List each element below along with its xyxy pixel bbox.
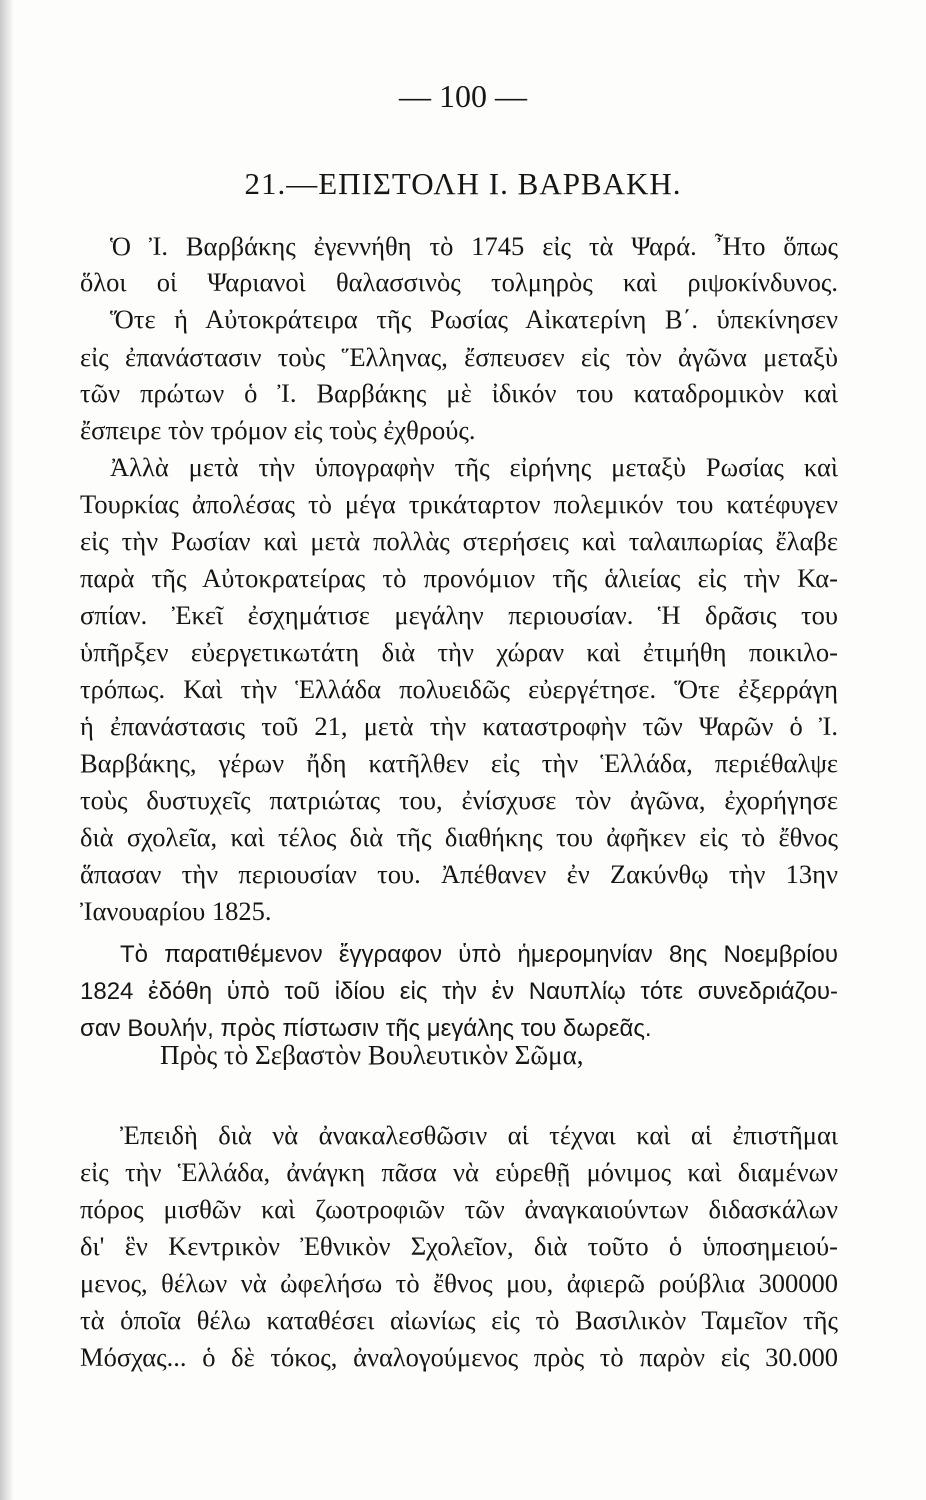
intro-line: παρὰ τῆς Αὐτοκρατείρας τὸ προνόμιον τῆς ἁλιείας εἰς τὴν Κα- bbox=[80, 563, 838, 593]
intro-line: ἡ ἐπανάστασις τοῦ 21, μετὰ τὴν καταστροφὴν τῶν Ψαρῶν ὁ Ἰ. bbox=[80, 711, 838, 741]
letter-line: δι' ἓν Κεντρικὸν Ἐθνικὸν Σχολεῖον, διὰ τοῦτο ὁ ὑποσημειού- bbox=[80, 1231, 838, 1261]
letter-line: εἰς τὴν Ἑλλάδα, ἀνάγκη πᾶσα νὰ εὑρεθῇ μόνιμος καὶ διαμένων bbox=[80, 1157, 838, 1187]
intro-line: Τουρκίας ἀπολέσας τὸ μέγα τρικάταρτον πολεμικόν του κατέφυγεν bbox=[80, 489, 838, 519]
intro-line: ὑπῆρξεν εὐεργετικωτάτη διὰ τὴν χώραν καὶ ἐτιμήθη ποικιλο- bbox=[80, 637, 838, 667]
intro-line: Ἀλλὰ μετὰ τὴν ὑπογραφὴν τῆς εἰρήνης μεταξὺ Ρωσίας καὶ bbox=[110, 452, 838, 482]
letter-line: μενος, θέλων νὰ ὠφελήσω τὸ ἔθνος μου, ἀφιερῶ ρούβλια 300000 bbox=[80, 1268, 838, 1298]
letter-line: Μόσχας... ὁ δὲ τόκος, ἀναλογούμενος πρὸς τὸ παρὸν εἰς 30.000 bbox=[80, 1342, 838, 1372]
note-line: σαν Βουλήν, πρὸς πίστωσιν τῆς μεγάλης του δωρεᾶς. bbox=[80, 1015, 652, 1042]
intro-line: εἰς τὴν Ρωσίαν καὶ μετὰ πολλὰς στερήσεις καὶ ταλαιπωρίας ἔλαβε bbox=[80, 526, 838, 556]
intro-line: εἰς ἐπανάστασιν τοὺς Ἕλληνας, ἔσπευσεν εἰς τὸν ἀγῶνα μεταξὺ bbox=[80, 342, 838, 372]
intro-line: ὅλοι οἱ Ψαριανοὶ θαλασσινὸς τολμηρὸς καὶ ριψοκίνδυνος. bbox=[80, 267, 838, 297]
intro-line: διὰ σχολεῖα, καὶ τέλος διὰ τῆς διαθήκης του ἀφῆκεν εἰς τὸ ἔθνος bbox=[80, 822, 838, 852]
letter-line: Ἐπειδὴ διὰ νὰ ἀνακαλεσθῶσιν αἱ τέχναι καὶ αἱ ἐπιστῆμαι bbox=[120, 1120, 838, 1150]
intro-line: τοὺς δυστυχεῖς πατριώτας του, ἐνίσχυσε τὸν ἀγῶνα, ἐχορήγησε bbox=[80, 785, 838, 815]
note-line: Τὸ παρατιθέμενον ἔγγραφον ὑπὸ ἡμερομηνίαν 8ης Νοεμβρίου bbox=[120, 941, 838, 968]
letter-line: τὰ ὁποῖα θέλω καταθέσει αἰωνίως εἰς τὸ Βασιλικὸν Ταμεῖον τῆς bbox=[80, 1305, 838, 1335]
page-number: — 100 — bbox=[399, 78, 527, 114]
page-edge-shadow bbox=[0, 0, 14, 1500]
letter-title: 21.—ΕΠΙΣΤΟΛΗ Ι. ΒΑΡΒΑΚΗ. bbox=[244, 166, 682, 201]
letter-line: πόρος μισθῶν καὶ ζωοτροφιῶν τῶν ἀναγκαιούντων διδασκάλων bbox=[80, 1194, 838, 1224]
intro-line: τρόπως. Καὶ τὴν Ἑλλάδα πολυειδῶς εὐεργέτησε. Ὅτε ἐξερράγη bbox=[80, 674, 838, 704]
letter-salutation: Πρὸς τὸ Σεβαστὸν Βουλευτικὸν Σῶμα, bbox=[160, 1040, 584, 1070]
intro-line: Ὁ Ἰ. Βαρβάκης ἐγεννήθη τὸ 1745 εἰς τὰ Ψαρά. Ἦτο ὅπως bbox=[110, 231, 838, 261]
intro-line: ἅπασαν τὴν περιουσίαν του. Ἀπέθανεν ἐν Ζακύνθῳ τὴν 13ην bbox=[80, 859, 838, 889]
intro-line: σπίαν. Ἐκεῖ ἐσχημάτισε μεγάλην περιουσίαν. Ἡ δρᾶσις του bbox=[80, 600, 838, 630]
intro-line: τῶν πρώτων ὁ Ἰ. Βαρβάκης μὲ ἰδικόν του καταδρομικὸν καὶ bbox=[80, 378, 838, 408]
intro-line: Βαρβάκης, γέρων ἤδη κατῆλθεν εἰς τὴν Ἑλλάδα, περιέθαλψε bbox=[80, 748, 838, 778]
intro-line: ἔσπειρε τὸν τρόμον εἰς τοὺς ἐχθρούς. bbox=[80, 415, 476, 445]
intro-line: Ἰανουαρίου 1825. bbox=[80, 896, 272, 926]
intro-line: Ὅτε ἡ Αὐτοκράτειρα τῆς Ρωσίας Αἰκατερίνη Β΄. ὑπεκίνησεν bbox=[110, 304, 838, 334]
note-line: 1824 ἐδόθη ὑπὸ τοῦ ἰδίου εἰς τὴν ἐν Ναυπλίῳ τότε συνεδριάζου- bbox=[80, 978, 838, 1005]
